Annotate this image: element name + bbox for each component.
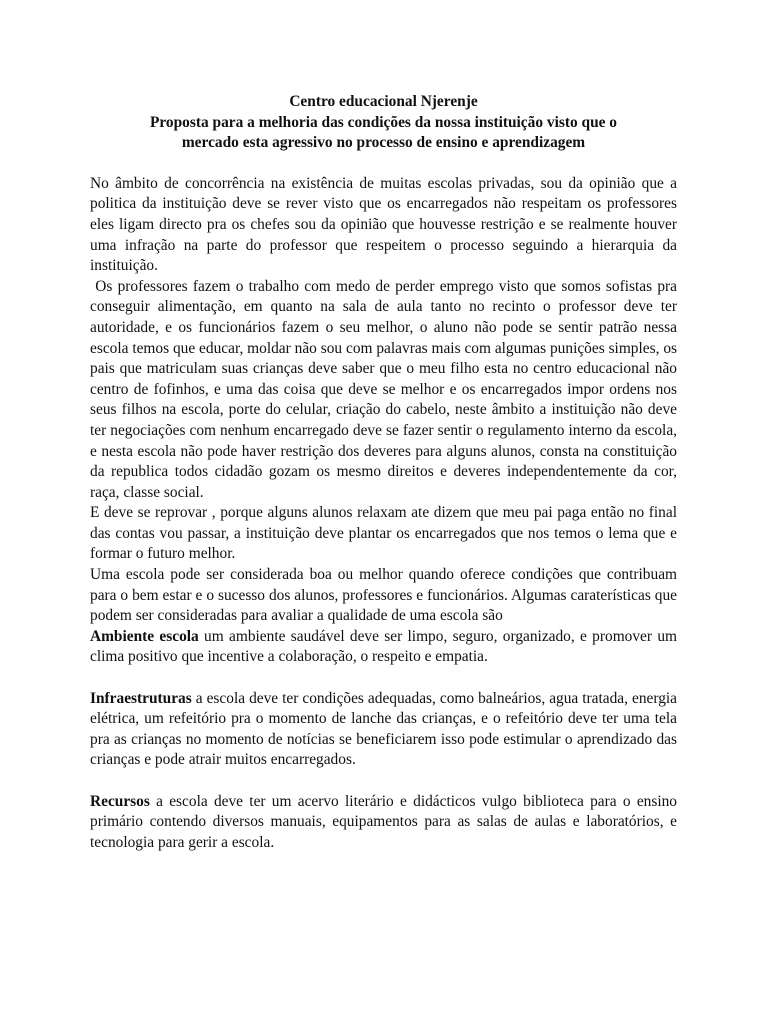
section-text-ambiente: um ambiente saudável deve ser limpo, seguro, organizado, e promover um clima positivo que incentive a colaboração, o respeito e empatia. — [90, 627, 677, 666]
section-ambiente — [90, 627, 677, 668]
document-page — [90, 92, 681, 853]
paragraph-intro: No âmbito de concorrência na existência de muitas escolas privadas, sou da opinião que a politica da instituição deve se rever visto que os encarregados não respeitam os professores eles ligam directo pra os chefes sou da opinião que houvesse restrição e se realmente houver uma infração na parte do professor que respeitem o processo seguindo a hierarquia da instituição. — [90, 174, 677, 275]
section-heading-recursos: Recursos — [90, 792, 150, 810]
document-subtitle-line1: Proposta para a melhoria das condições da nossa instituição visto que o — [149, 113, 618, 131]
title-block — [90, 92, 677, 154]
document-subtitle-line2: mercado esta agressivo no processo de ensino e aprendizagem — [181, 134, 586, 152]
paragraph-professores: Os professores fazem o trabalho com medo de perder emprego visto que somos sofistas pra conseguir alimentação, em quanto na sala de aula tanto no recinto o professor deve ter autoridade, e os funcionários fazem o seu melhor, o aluno não pode se sentir patrão nessa escola temos que educar, moldar não sou com palavras mais com algumas punições simples, os pais que matriculam suas crianças deve saber que o meu filho esta no centro educacional não centro de fofinhos, e uma das coisa que deve se melhor e os encarregados impor ordens nos seus filhos na escola, porte do celular, criação do cabelo, neste âmbito a instituição não deve ter negociações com nenhum encarregado deve se fazer sentir o regulamento interno da escola, e nesta escola não pode haver restrição dos deveres para alguns alunos, consta na constituição da republica todos cidadão gozam os mesmo direitos e deveres independentemente da cor, raça, classe social. — [90, 277, 681, 501]
section-heading-ambiente: Ambiente escola — [90, 627, 199, 645]
document-title: Centro educacional Njerenje — [289, 93, 478, 110]
section-heading-infraestruturas: Infraestruturas — [90, 689, 192, 707]
paragraph-qualidade: Uma escola pode ser considerada boa ou melhor quando oferece condições que contribuam para o bem estar e o sucesso dos alunos, professores e funcionários. Algumas caraterísticas que podem ser consideradas para avaliar a qualidade de uma escola são — [90, 566, 677, 625]
section-recursos — [90, 792, 677, 854]
paragraph-reprovar: E deve se reprovar , porque alguns alunos relaxam ate dizem que meu pai paga então no final das contas vou passar, a instituição deve plantar os encarregados que nos temos o lema que e formar o futuro melhor. — [90, 504, 677, 563]
section-infraestruturas — [90, 689, 677, 771]
section-text-recursos: a escola deve ter um acervo literário e didácticos vulgo biblioteca para o ensino primário contendo diversos manuais, equipamentos para as salas de aulas e laboratórios, e tecnologia para gerir a escola. — [90, 792, 677, 851]
section-text-infraestruturas: a escola deve ter condições adequadas, como balneários, agua tratada, energia elétrica, um refeitório pra o momento de lanche das crianças, e o refeitório deve ter uma tela pra as crianças no momento de notícias se beneficiarem isso pode estimular o aprendizado das crianças e pode atrair muitos encarregados. — [90, 689, 677, 769]
